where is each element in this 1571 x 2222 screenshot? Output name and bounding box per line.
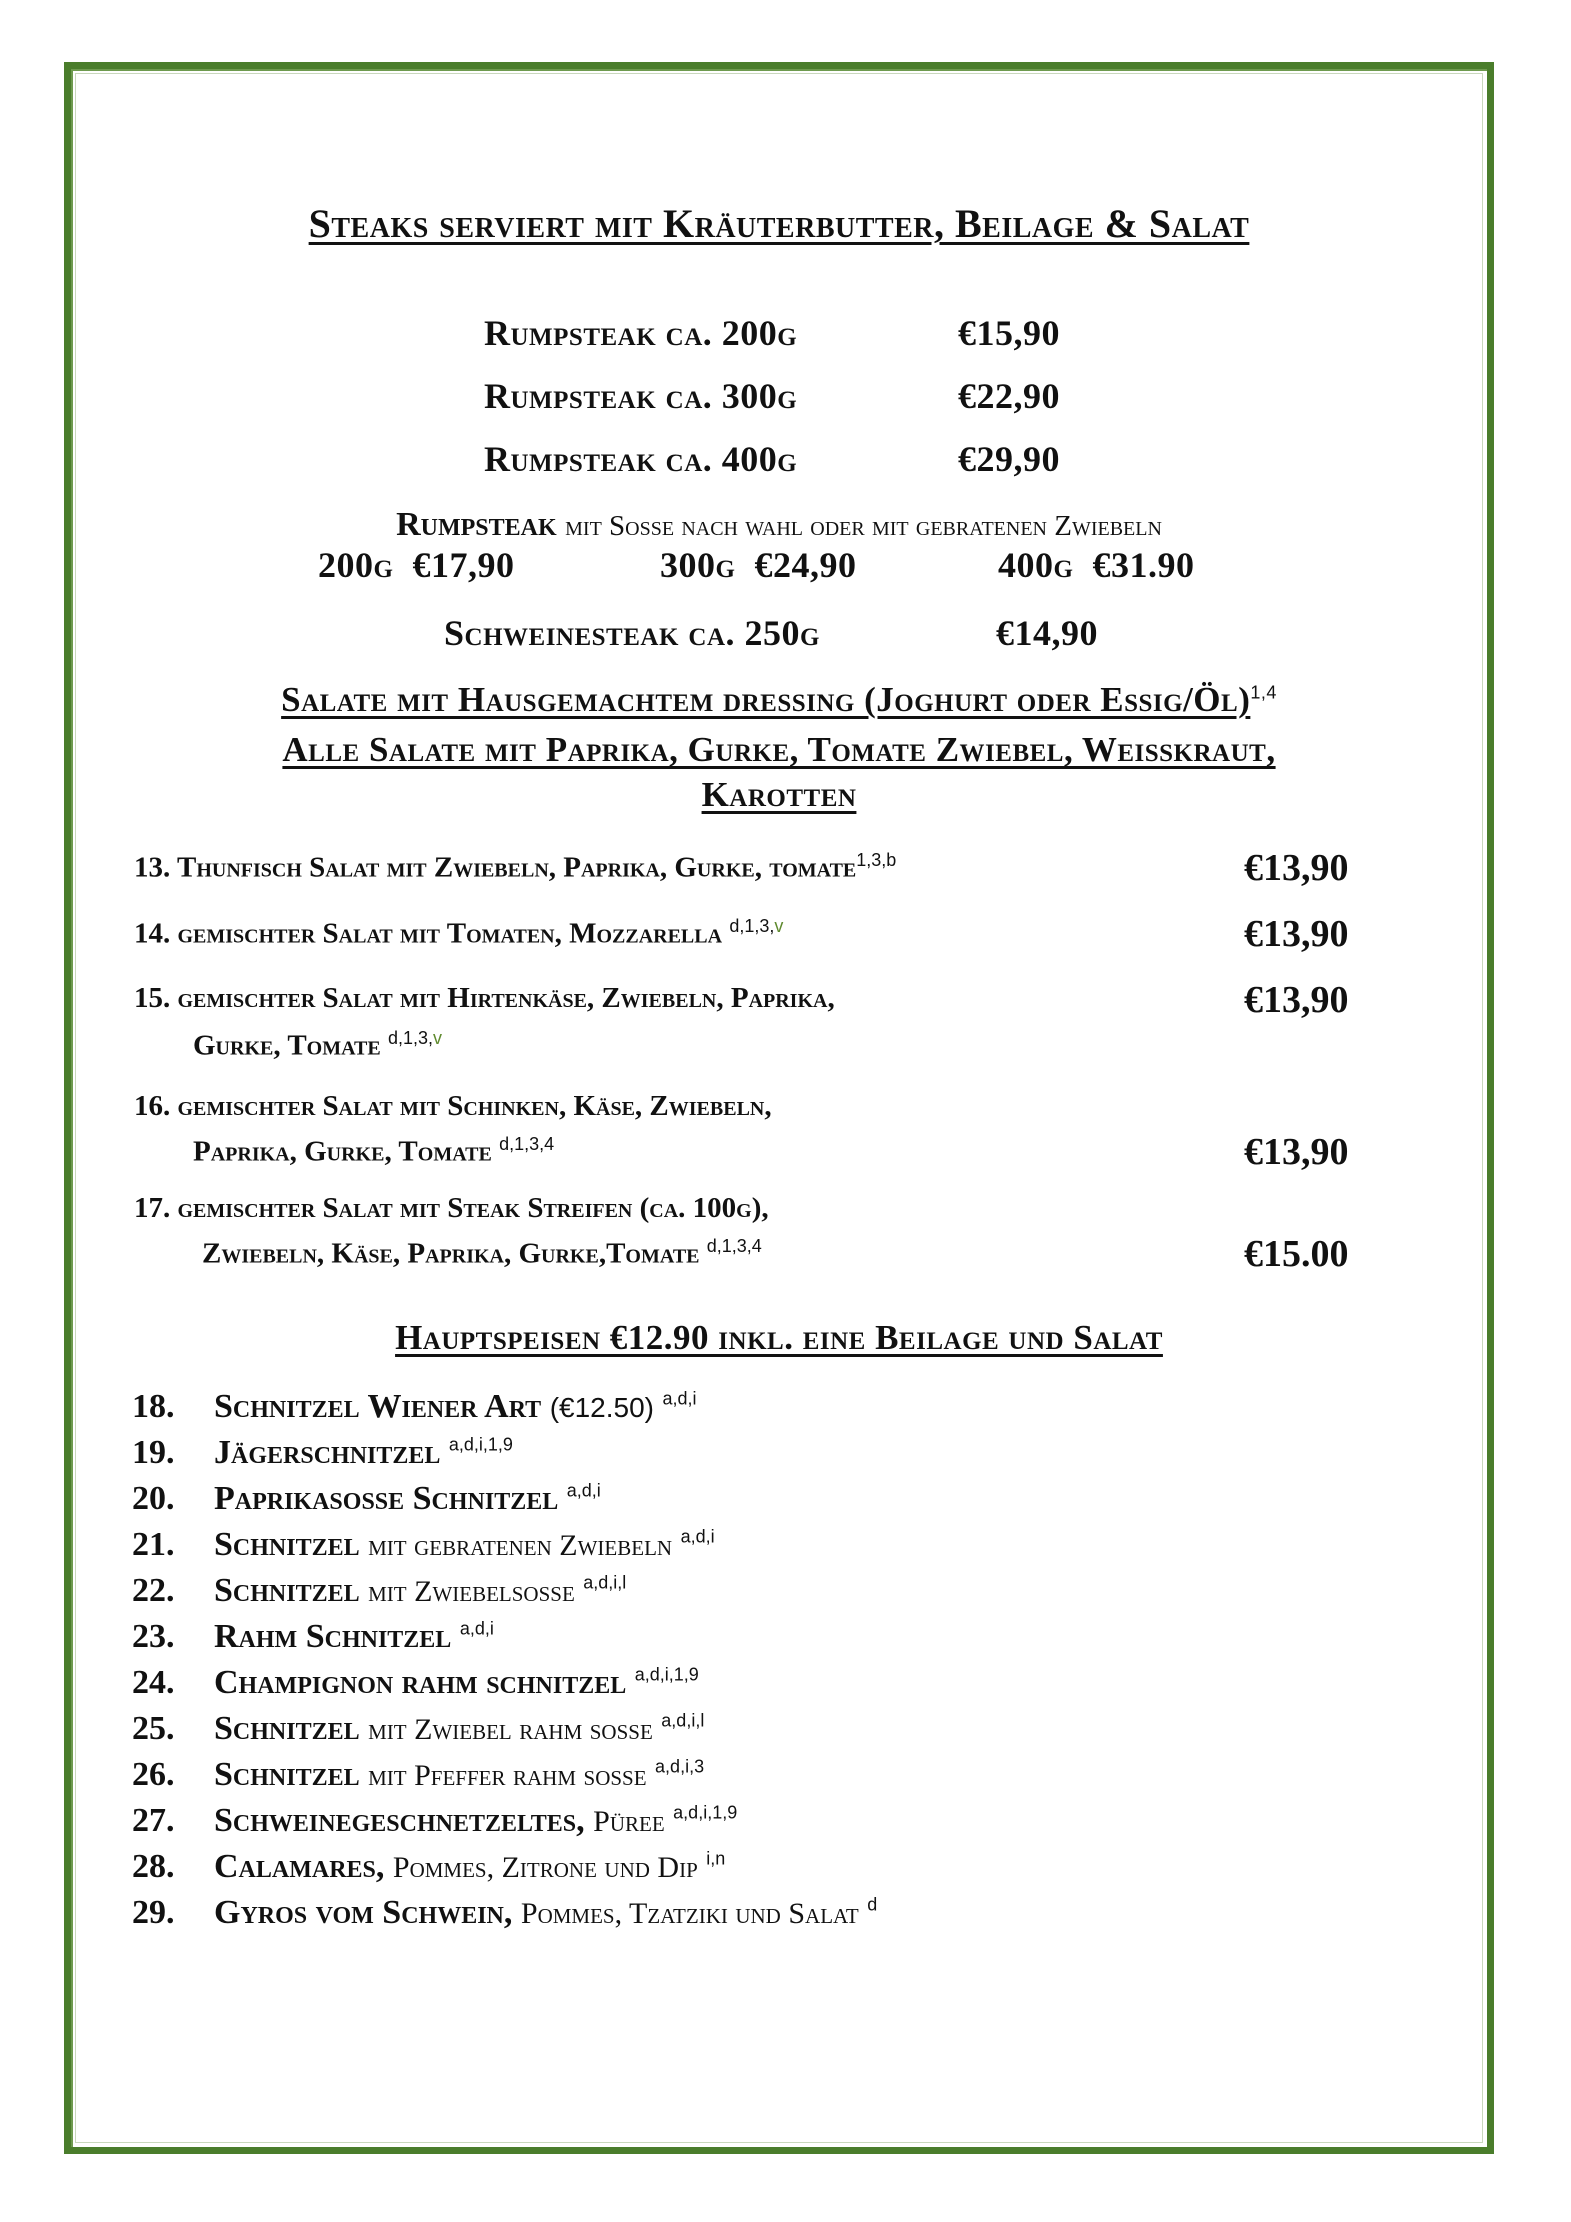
sauce-price-300 xyxy=(660,544,856,586)
item-allergens: a,d,i,1,9 xyxy=(448,1434,513,1455)
item-name: Schnitzel xyxy=(214,1572,360,1609)
item-name: Jägerschnitzel xyxy=(214,1434,441,1471)
salad-17-price: €15.00 xyxy=(1244,1233,1349,1275)
mains-list xyxy=(132,1388,877,1940)
item-description: mit Zwiebel rahm sosse xyxy=(368,1713,653,1746)
rumpsteak-200-name: Rumpsteak ca. 200g xyxy=(484,313,798,353)
list-item xyxy=(132,1756,877,1802)
sauce-size-400: 400g xyxy=(998,545,1074,585)
salad-item-13 xyxy=(134,850,896,885)
salad-15-allergens: d,1,3, xyxy=(387,1028,434,1048)
item-number: 28. xyxy=(132,1848,175,1885)
salad-15-text-2: Gurke, Tomate xyxy=(193,1029,381,1062)
salad-17-text: 17. gemischter Salat mit Steak Streifen (ca. 100g), xyxy=(134,1192,769,1224)
item-number: 23. xyxy=(132,1618,175,1655)
sauce-size-300: 300g xyxy=(660,545,736,585)
rumpsteak-300-price: €22,90 xyxy=(958,376,1060,416)
schweinesteak-price: €14,90 xyxy=(996,613,1098,653)
schweinesteak-name: Schweinesteak ca. 250g xyxy=(444,613,820,653)
item-number: 29. xyxy=(132,1894,175,1931)
sauce-price-400 xyxy=(998,544,1194,586)
salad-15-text: 15. gemischter Salat mit Hirtenkäse, Zwiebeln, Paprika, xyxy=(134,982,835,1014)
item-allergens: a,d,i xyxy=(662,1388,697,1409)
list-item xyxy=(132,1526,877,1572)
salad-13-allergens: 1,3,b xyxy=(856,850,897,870)
item-name: Schnitzel xyxy=(214,1710,360,1747)
salad-16-text-2: Paprika, Gurke, Tomate xyxy=(193,1135,492,1168)
item-number: 27. xyxy=(132,1802,175,1839)
salad-item-17-line2 xyxy=(202,1236,762,1271)
list-item xyxy=(132,1388,877,1434)
item-number: 22. xyxy=(132,1572,175,1609)
sauce-price-400-value: €31.90 xyxy=(1092,545,1195,585)
item-number: 21. xyxy=(132,1526,175,1563)
item-number: 20. xyxy=(132,1480,175,1517)
list-item xyxy=(132,1618,877,1664)
item-description: Püree xyxy=(593,1805,665,1838)
sauce-price-200 xyxy=(318,544,514,586)
salad-heading-1 xyxy=(64,680,1494,720)
salad-17-text-2: Zwiebeln, Käse, Paprika, Gurke,Tomate xyxy=(202,1237,700,1270)
item-allergens: a,d,i,1,9 xyxy=(673,1802,738,1823)
item-description: Pommes, Zitrone und Dip xyxy=(392,1851,698,1884)
list-item xyxy=(132,1572,877,1618)
item-allergens: a,d,i,1,9 xyxy=(634,1664,699,1685)
item-allergens: a,d,i xyxy=(459,1618,494,1639)
item-description: mit gebratenen Zwiebeln xyxy=(368,1529,673,1562)
item-description: Pommes, Tzatziki und Salat xyxy=(520,1897,859,1930)
sauce-size-200: 200g xyxy=(318,545,394,585)
mains-heading: Hauptspeisen €12.90 inkl. eine Beilage und Salat xyxy=(395,1318,1163,1357)
item-name: Schnitzel xyxy=(214,1526,360,1563)
item-name: Gyros vom Schwein, xyxy=(214,1894,513,1931)
item-number: 25. xyxy=(132,1710,175,1747)
salad-item-15 xyxy=(134,982,835,1015)
rumpsteak-400-price: €29,90 xyxy=(958,439,1060,479)
item-allergens: d xyxy=(867,1894,878,1915)
rumpsteak-200-price: €15,90 xyxy=(958,313,1060,353)
salad-item-16-line2 xyxy=(193,1134,554,1169)
item-name: Schnitzel Wiener Art xyxy=(214,1388,542,1425)
rumpsteak-300-name: Rumpsteak ca. 300g xyxy=(484,376,798,416)
rumpsteak-sauce-rest: mit Sosse nach wahl oder mit gebratenen Zwiebeln xyxy=(565,510,1162,542)
item-allergens: a,d,i,3 xyxy=(655,1756,705,1777)
item-allergens: i,n xyxy=(706,1848,726,1869)
salad-16-price: €13,90 xyxy=(1244,1131,1349,1173)
list-item xyxy=(132,1894,877,1940)
salad-16-text: 16. gemischter Salat mit Schinken, Käse, Zwiebeln, xyxy=(134,1090,772,1122)
salad-item-17 xyxy=(134,1192,769,1225)
list-item xyxy=(132,1710,877,1756)
salad-15-vegetarian: v xyxy=(433,1028,443,1048)
item-number: 18. xyxy=(132,1388,175,1425)
item-allergens: a,d,i,l xyxy=(583,1572,627,1593)
item-number: 19. xyxy=(132,1434,175,1471)
salad-17-allergens: d,1,3,4 xyxy=(706,1236,762,1256)
list-item xyxy=(132,1434,877,1480)
item-allergens: a,d,i xyxy=(566,1480,601,1501)
item-number: 24. xyxy=(132,1664,175,1701)
salad-16-allergens: d,1,3,4 xyxy=(499,1134,555,1154)
salad-heading-2: Alle Salate mit Paprika, Gurke, Tomate Zwiebel, Weisskraut, xyxy=(282,730,1276,769)
list-item xyxy=(132,1802,877,1848)
item-name: Schnitzel xyxy=(214,1756,360,1793)
salad-14-text: 14. gemischter Salat mit Tomaten, Mozzarella xyxy=(134,917,723,950)
salad-heading-3: Karotten xyxy=(701,775,857,814)
list-item xyxy=(132,1480,877,1526)
item-allergens: a,d,i,l xyxy=(661,1710,705,1731)
salad-13-price: €13,90 xyxy=(1244,847,1349,889)
salad-item-14 xyxy=(134,916,783,951)
salad-heading-1-sup: 1,4 xyxy=(1250,682,1277,703)
salad-14-allergens: d,1,3, xyxy=(729,916,775,936)
rumpsteak-400-name: Rumpsteak ca. 400g xyxy=(484,439,798,479)
item-name: Rahm Schnitzel xyxy=(214,1618,452,1655)
item-description: mit Pfeffer rahm sosse xyxy=(368,1759,647,1792)
salad-14-price: €13,90 xyxy=(1244,913,1349,955)
item-name: Paprikasosse Schnitzel xyxy=(214,1480,559,1517)
rumpsteak-sauce-line xyxy=(64,506,1494,544)
item-price-note: (€12.50) xyxy=(549,1392,654,1423)
rumpsteak-sauce-bold: Rumpsteak xyxy=(396,506,557,543)
item-allergens: a,d,i xyxy=(680,1526,715,1547)
item-number: 26. xyxy=(132,1756,175,1793)
salad-13-text: 13. Thunfisch Salat mit Zwiebeln, Paprika, Gurke, tomate xyxy=(134,851,857,884)
salad-item-15-line2 xyxy=(193,1028,442,1063)
list-item xyxy=(132,1664,877,1710)
salad-item-16 xyxy=(134,1090,772,1123)
sauce-price-200-value: €17,90 xyxy=(412,545,515,585)
salad-15-price: €13,90 xyxy=(1244,979,1349,1021)
salad-14-vegetarian: v xyxy=(774,916,784,936)
steaks-heading: Steaks serviert mit Kräuterbutter, Beilage & Salat xyxy=(308,201,1250,246)
list-item xyxy=(132,1848,877,1894)
item-description: mit Zwiebelsosse xyxy=(368,1575,575,1608)
item-name: Calamares, xyxy=(214,1848,385,1885)
item-name: Schweinegeschnetzeltes, xyxy=(214,1802,585,1839)
salad-heading-1-text: Salate mit Hausgemachtem dressing (Joghurt oder Essig/Öl) xyxy=(281,680,1251,719)
item-name: Champignon rahm schnitzel xyxy=(214,1664,627,1701)
sauce-price-300-value: €24,90 xyxy=(754,545,857,585)
